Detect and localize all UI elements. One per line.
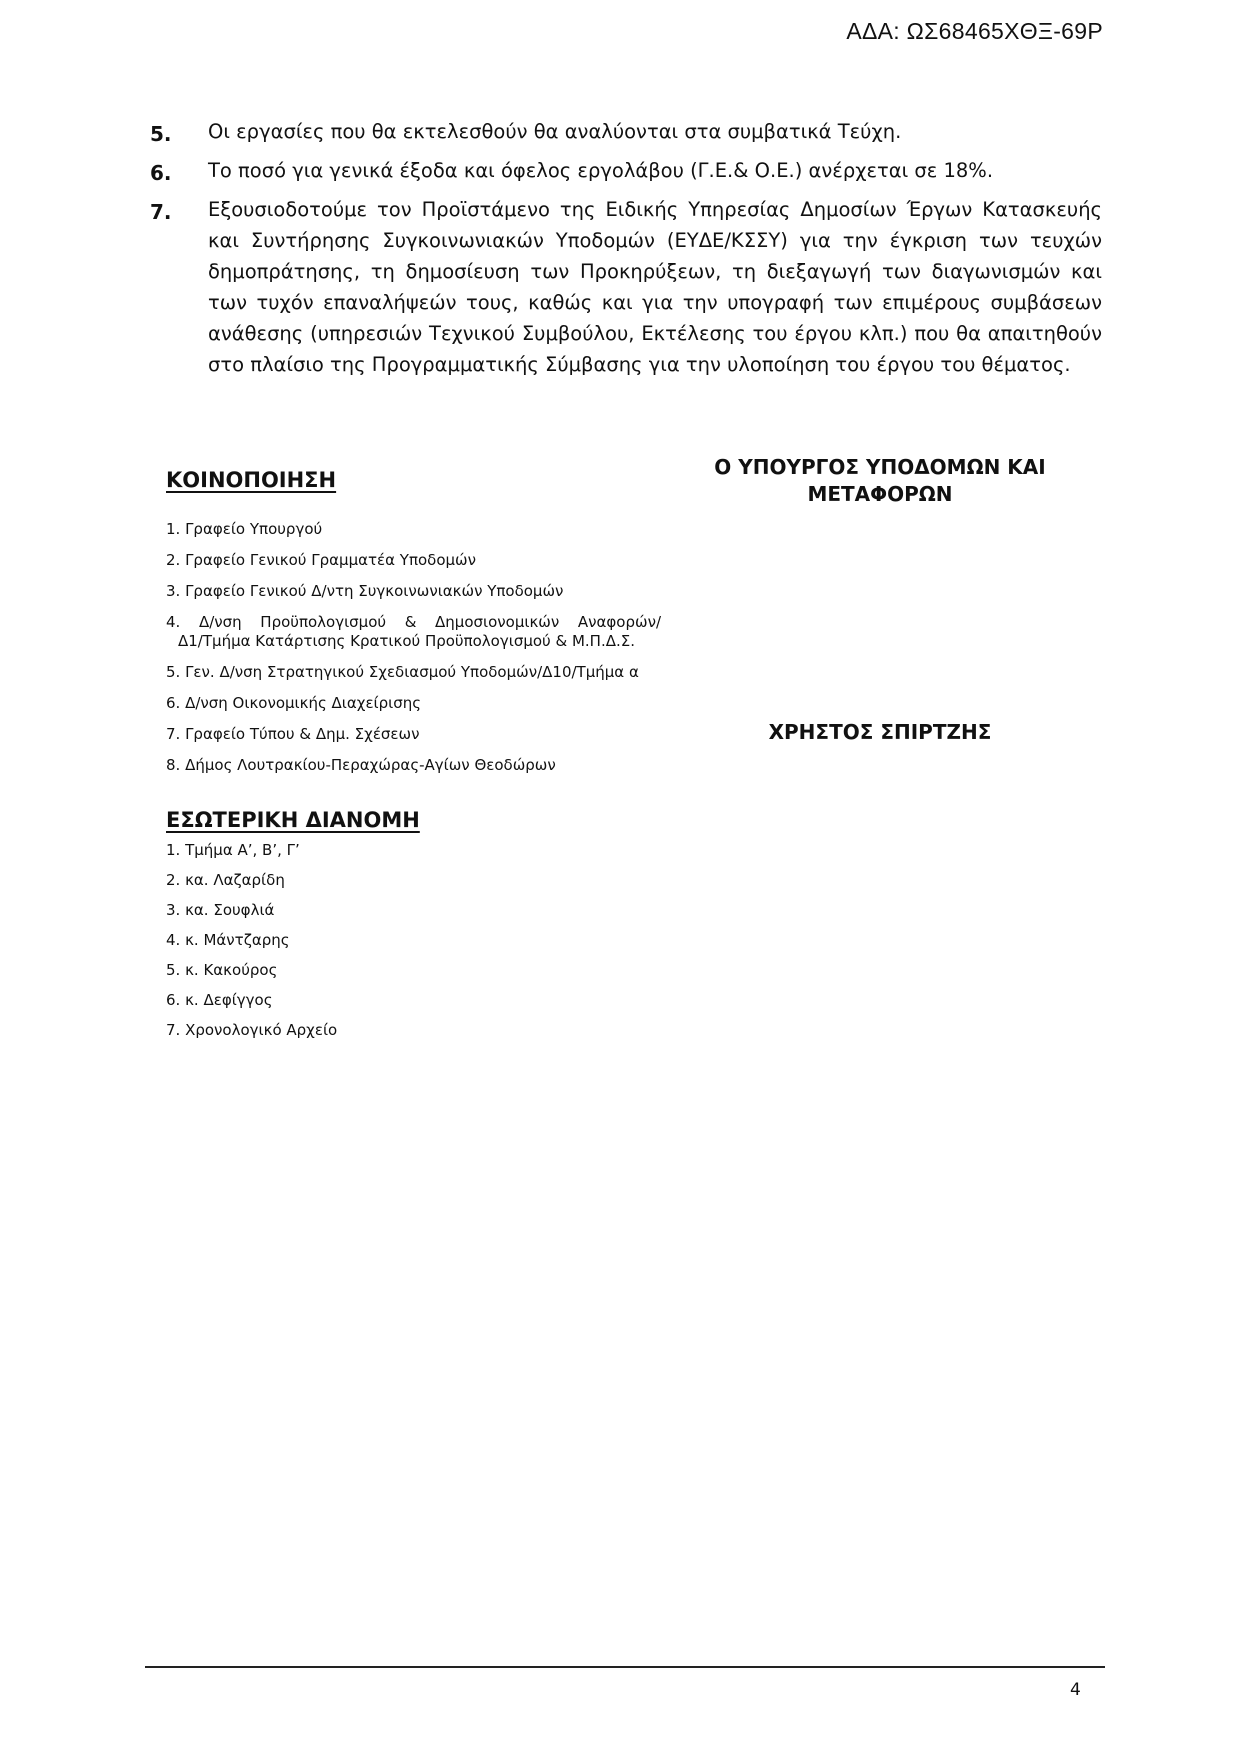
decision-item — [150, 200, 1102, 380]
item-number: 6. — [150, 161, 172, 185]
list-item: 5. κ. Κακούρος — [166, 961, 278, 979]
signer-name: ΧΡΗΣΤΟΣ ΣΠΙΡΤΖΗΣ — [768, 720, 992, 744]
list-item: 1. Γραφείο Υπουργού — [166, 520, 323, 538]
internal-distribution-heading: ΕΣΩΤΕΡΙΚΗ ΔΙΑΝΟΜΗ — [166, 808, 420, 832]
list-item: 2. Γραφείο Γενικού Γραμματέα Υποδομών — [166, 551, 476, 569]
item-text: Εξουσιοδοτούμε τον Προϊστάμενο της Ειδικής Υπηρεσίας Δημοσίων Έργων Κατασκευής και Συντήρησης Συγκοινωνιακών Υποδομών (ΕΥΔΕ/ΚΣΣΥ) για την έγκριση των τευχών δημοπράτησης, τη δημοσίευση των Προκηρύξεων, τη διεξαγωγή των διαγωνισμών και των τυχόν επαναλήψεών τους, καθώς και για την υπογραφή των επιμέρους συμβάσεων ανάθεσης (υπηρεσιών Τεχνικού Συμβούλου, Εκτέλεσης του έργου κλπ.) που θα απαιτηθούν στο πλαίσιο της Προγραμματικής Σύμβασης για την υλοποίηση του έργου του θέματος. — [208, 198, 1102, 376]
list-item: 5. Γεν. Δ/νση Στρατηγικού Σχεδιασμού Υποδομών/Δ10/Τμήμα α — [166, 663, 639, 681]
list-item: 7. Χρονολογικό Αρχείο — [166, 1021, 338, 1039]
list-item: 1. Τμήμα Α’, Β’, Γ’ — [166, 841, 300, 859]
decision-item — [150, 161, 1102, 186]
item-text: Οι εργασίες που θα εκτελεσθούν θα αναλύονται στα συμβατικά Τεύχη. — [208, 120, 902, 143]
list-item: 3. Γραφείο Γενικού Δ/ντη Συγκοινωνιακών Υποδομών — [166, 582, 564, 600]
item-text: Το ποσό για γενικά έξοδα και όφελος εργολάβου (Γ.Ε.& Ο.Ε.) ανέρχεται σε 18%. — [208, 159, 994, 182]
signer-title-line: Ο ΥΠΟΥΡΓΟΣ ΥΠΟΔΟΜΩΝ ΚΑΙ — [714, 455, 1046, 479]
signer-title-line: ΜΕΤΑΦΟΡΩΝ — [807, 482, 953, 506]
notification-heading: ΚΟΙΝΟΠΟΙΗΣΗ — [166, 468, 337, 492]
list-item-line: Δ1/Τμήμα Κατάρτισης Κρατικού Προϋπολογισμού & Μ.Π.Δ.Σ. — [178, 632, 635, 650]
list-item: 6. Δ/νση Οικονομικής Διαχείρισης — [166, 694, 422, 712]
list-item: 3. κα. Σουφλιά — [166, 901, 275, 919]
list-item: 6. κ. Δεφίγγος — [166, 991, 273, 1009]
page-number: 4 — [1070, 1680, 1081, 1700]
list-item-line: 4. Δ/νση Προϋπολογισμού & Δημοσιονομικών Αναφορών/ — [166, 613, 661, 631]
item-number: 7. — [150, 200, 172, 224]
list-item — [166, 613, 661, 651]
internal-distribution-list — [166, 840, 337, 1050]
list-item: 8. Δήμος Λουτρακίου-Περαχώρας-Αγίων Θεοδώρων — [166, 756, 556, 774]
decision-items — [150, 122, 1102, 394]
decision-item — [150, 122, 1102, 147]
footer-divider — [145, 1666, 1105, 1668]
notification-list — [166, 520, 661, 787]
item-number: 5. — [150, 122, 172, 146]
signer-title — [690, 454, 1070, 508]
ada-code: ΑΔΑ: ΩΣ68465ΧΘΞ-69Ρ — [846, 18, 1103, 44]
list-item: 7. Γραφείο Τύπου & Δημ. Σχέσεων — [166, 725, 420, 743]
list-item: 4. κ. Μάντζαρης — [166, 931, 290, 949]
list-item: 2. κα. Λαζαρίδη — [166, 871, 285, 889]
